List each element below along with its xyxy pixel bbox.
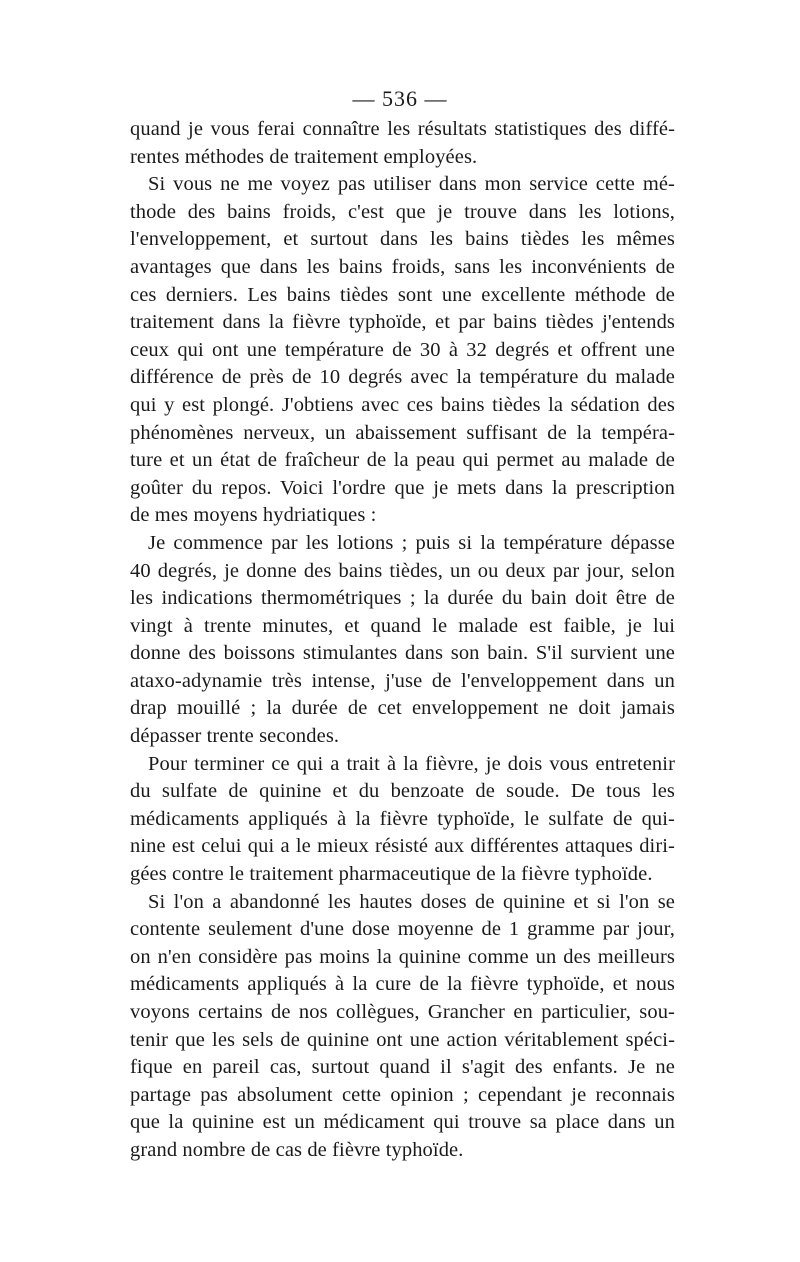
text-line: que la quinine est un médicament qui trouve sa place dans un [130, 1111, 675, 1134]
text-line: ceux qui ont une température de 30 à 32 degrés et offrent une [130, 338, 675, 361]
text-line: donne des boissons stimulantes dans son bain. S'il survient une [130, 642, 675, 665]
page-number: — 536 — [352, 86, 448, 111]
text-line: grand nombre de cas de fièvre typhoïde. [130, 1138, 464, 1161]
text-line: nine est celui qui a le mieux résisté aux différentes attaques diri- [130, 835, 675, 858]
text-line: différence de près de 10 degrés avec la température du malade [130, 366, 675, 389]
text-line: gées contre le traitement pharmaceutique de la fièvre typhoïde. [130, 863, 653, 886]
text-line: partage pas absolument cette opinion ; cependant je reconnais [130, 1083, 675, 1106]
text-line: traitement dans la fièvre typhoïde, et par bains tièdes j'entends [130, 311, 675, 334]
text-line: quand je vous ferai connaître les résultats statistiques des diffé- [130, 118, 675, 140]
text-line: 40 degrés, je donne des bains tièdes, un ou deux par jour, selon [130, 559, 675, 582]
text-line: rentes méthodes de traitement employées. [130, 145, 478, 168]
text-line: ces derniers. Les bains tièdes sont une excellente méthode de [130, 283, 675, 306]
text-line: voyons certains de nos collègues, Grancher en particulier, sou- [130, 1001, 675, 1023]
text-line: fique en pareil cas, surtout quand il s'agit des enfants. Je ne [130, 1056, 675, 1079]
text-line: ture et un état de fraîcheur de la peau qui permet au malade de [130, 449, 675, 472]
text-line: de mes moyens hydriatiques : [130, 504, 377, 527]
text-line: Pour terminer ce qui a trait à la fièvre, je dois vous entretenir [148, 752, 675, 775]
text-line: qui y est plongé. J'obtiens avec ces bains tièdes la sédation des [130, 393, 675, 416]
text-line: Si vous ne me voyez pas utiliser dans mon service cette mé- [148, 173, 675, 196]
text-line: dépasser trente secondes. [130, 725, 340, 748]
text-line: contente seulement d'une dose moyenne de 1 gramme par jour, [130, 918, 675, 941]
text-line: médicaments appliqués à la cure de la fièvre typhoïde, et nous [130, 973, 675, 996]
text-line: Si l'on a abandonné les hautes doses de quinine et si l'on se [148, 890, 675, 913]
body-text [130, 116, 675, 1165]
text-line: goûter du repos. Voici l'ordre que je mets dans la prescription [130, 476, 675, 499]
text-line: thode des bains froids, c'est que je trouve dans les lotions, [130, 200, 675, 223]
text-line: vingt à trente minutes, et quand le malade est faible, je lui [130, 614, 675, 637]
text-line: médicaments appliqués à la fièvre typhoïde, le sulfate de qui- [130, 807, 675, 830]
text-line: les indications thermométriques ; la durée du bain doit être de [130, 587, 675, 610]
text-line: on n'en considère pas moins la quinine comme un des meilleurs [130, 945, 675, 968]
text-line: l'enveloppement, et surtout dans les bains tièdes les mêmes [130, 228, 675, 251]
text-line: avantages que dans les bains froids, sans les inconvénients de [130, 255, 675, 278]
text-line: tenir que les sels de quinine ont une action véritablement spéci- [130, 1028, 675, 1051]
text-line: phénomènes nerveux, un abaissement suffisant de la tempéra- [130, 421, 675, 444]
text-line: ataxo-adynamie très intense, j'use de l'enveloppement dans un [130, 669, 675, 692]
text-line: Je commence par les lotions ; puis si la température dépasse [148, 531, 675, 554]
text-line: drap mouillé ; la durée de cet enveloppement ne doit jamais [130, 697, 675, 720]
text-line: du sulfate de quinine et du benzoate de soude. De tous les [130, 780, 675, 803]
